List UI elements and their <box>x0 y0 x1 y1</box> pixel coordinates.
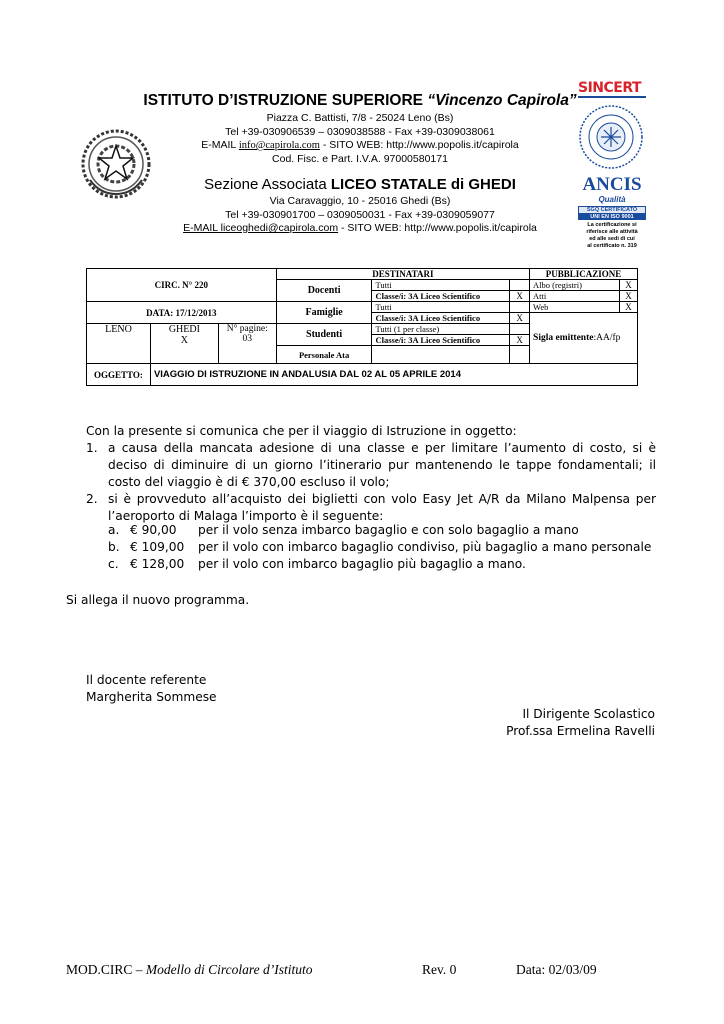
list-item-number: 1. <box>86 441 98 455</box>
price-desc: per il volo senza imbarco bagaglio e con solo bagaglio a mano <box>198 523 579 537</box>
pub-albo: Albo (registri) <box>530 280 620 291</box>
famiglie-class: Classe/i: 3A Liceo Scientifico <box>372 313 510 324</box>
price-amount: € 128,00 <box>130 557 185 571</box>
recipient-studenti: Studenti <box>276 324 372 346</box>
docenti-all: Tutti <box>372 280 510 291</box>
section-prefix: Sezione Associata <box>204 176 327 193</box>
studenti-class-check: X <box>510 335 530 346</box>
recipient-personale-ata: Personale Ata <box>276 346 372 364</box>
famiglie-all-check <box>510 302 530 313</box>
price-desc: per il volo con imbarco bagaglio condiviso, più bagaglio a mano personale <box>198 540 652 554</box>
cert-note-line: La certificazione si <box>587 222 637 228</box>
pub-atti: Atti <box>530 291 620 302</box>
site-leno: LENO <box>87 324 151 364</box>
sgq-certified: SGQ CERTIFICATO <box>578 206 646 214</box>
document-footer <box>66 962 626 978</box>
site-ghedi-check: X <box>180 335 188 346</box>
studenti-all-check <box>510 324 530 335</box>
pub-atti-check: X <box>619 291 637 302</box>
list-item <box>86 491 656 525</box>
institute-name: ISTITUTO D’ISTRUZIONE SUPERIORE <box>143 92 423 109</box>
ancis-logo <box>578 104 646 250</box>
head-role: Il Dirigente Scolastico <box>522 707 655 721</box>
section-header <box>140 176 580 236</box>
circular-info-table <box>86 268 638 386</box>
ancis-circle-icon <box>578 104 644 170</box>
subject-label: OGGETTO: <box>87 364 151 386</box>
studenti-class: Classe/i: 3A Liceo Scientifico <box>372 335 510 346</box>
institute-address: Piazza C. Battisti, 7/8 - 25024 Leno (Bs) <box>266 112 454 124</box>
recipient-docenti: Docenti <box>276 280 372 302</box>
price-item <box>108 556 656 573</box>
head-name: Prof.ssa Ermelina Ravelli <box>506 724 655 738</box>
head-signature <box>506 706 655 740</box>
studenti-all: Tutti (1 per classe) <box>372 324 510 335</box>
intro-text: Con la presente si comunica che per il viaggio di Istruzione in oggetto: <box>86 424 517 438</box>
personale-check <box>510 346 530 364</box>
institute-named-after: “Vincenzo Capirola” <box>427 92 577 109</box>
certification-note <box>578 222 646 250</box>
site-ghedi <box>150 324 218 364</box>
ancis-qualita: Qualità <box>598 195 626 204</box>
institute-tax-code: Cod. Fisc. e Part. I.V.A. 97000580171 <box>272 152 448 165</box>
teacher-role: Il docente referente <box>86 673 207 687</box>
famiglie-all: Tutti <box>372 302 510 313</box>
attachment-note: Si allega il nuovo programma. <box>66 593 250 607</box>
list-item-text: si è provveduto all’acquisto dei biglietti con volo Easy Jet A/R da Milano Malpensa per l’aeroporto di Malaga l’importo è il seguente: <box>108 492 656 523</box>
price-item <box>108 539 656 556</box>
circular-date: DATA: 17/12/2013 <box>87 302 277 324</box>
sincert-logo <box>578 80 646 102</box>
pub-web-check: X <box>619 302 637 313</box>
subject-value: VIAGGIO DI ISTRUZIONE IN ANDALUSIA DAL 02 AL 05 APRILE 2014 <box>150 364 637 386</box>
cert-note-line: ed alle sedi di cui <box>589 236 635 242</box>
price-letter: a. <box>108 523 120 537</box>
cert-note-line: al certificato n. 319 <box>587 243 637 249</box>
circular-number: CIRC. N° 220 <box>87 269 277 302</box>
teacher-name: Margherita Sommese <box>86 690 217 704</box>
footer-date: Data: 02/03/09 <box>516 962 597 977</box>
issuer-label: Sigla emittente <box>533 333 594 343</box>
list-item-number: 2. <box>86 492 98 506</box>
institute-phones: Tel +39-030906539 – 0309038588 - Fax +39-0309038061 <box>225 125 495 138</box>
teacher-signature <box>86 672 217 706</box>
page-count <box>218 324 276 364</box>
pub-albo-check: X <box>619 280 637 291</box>
list-item <box>86 440 656 491</box>
issuer-value: :AA/fp <box>593 333 621 343</box>
famiglie-class-check: X <box>510 313 530 324</box>
footer-revision: Rev. 0 <box>422 962 457 977</box>
section-address: Via Caravaggio, 10 - 25016 Ghedi (Bs) <box>269 195 451 207</box>
cert-note-line: riferisce alle attività <box>586 229 638 235</box>
institute-email-link[interactable]: info@capirola.com <box>238 140 320 151</box>
list-item-text: a causa della mancata adesione di una classe e per limitare l’aumento di costo, si è deciso di diminuire di un giorno l’itinerario pur mantenendo le tappe fondamentali; il costo del viaggio è di € 370,00 escluso il volo; <box>108 441 656 489</box>
footer-model: Modello di Circolare d’Istituto <box>145 962 313 977</box>
docenti-class-check: X <box>510 291 530 302</box>
issuer-code <box>530 313 638 364</box>
price-letter: b. <box>108 540 120 554</box>
site-ghedi-label: GHEDI <box>168 324 200 335</box>
institute-header <box>140 92 580 166</box>
ancis-text: ANCIS <box>582 174 642 195</box>
sincert-logo-text: SINCERT <box>578 80 646 98</box>
price-letter: c. <box>108 557 119 571</box>
section-email-link[interactable]: E-MAIL liceoghedi@capirola.com <box>183 222 339 234</box>
institute-site: - SITO WEB: http://www.popolis.it/capirola <box>322 139 519 151</box>
docenti-class: Classe/i: 3A Liceo Scientifico <box>372 291 510 302</box>
personale-empty <box>372 346 510 364</box>
price-item <box>108 522 656 539</box>
section-site: - SITO WEB: http://www.popolis.it/capirola <box>341 222 537 234</box>
iso-9001: UNI EN ISO 9001 <box>578 214 646 220</box>
recipient-famiglie: Famiglie <box>276 302 372 324</box>
price-amount: € 109,00 <box>130 540 185 554</box>
page-count-value: 03 <box>242 334 252 344</box>
recipients-header: DESTINATARI <box>276 269 529 280</box>
footer-mod: MOD.CIRC <box>66 962 133 977</box>
docenti-all-check <box>510 280 530 291</box>
email-prefix: E-MAIL <box>201 139 236 151</box>
price-desc: per il volo con imbarco bagaglio più bagaglio a mano. <box>198 557 526 571</box>
price-list <box>108 522 656 573</box>
section-phones: Tel +39-030901700 – 0309050031 - Fax +39-0309059077 <box>225 208 495 221</box>
price-amount: € 90,00 <box>130 523 177 537</box>
section-name: LICEO STATALE di GHEDI <box>330 176 516 193</box>
footer-dash: – <box>132 962 146 977</box>
publication-header: PUBBLICAZIONE <box>530 269 638 280</box>
page-count-label: N° pagine: <box>226 324 268 334</box>
pub-web: Web <box>530 302 620 313</box>
